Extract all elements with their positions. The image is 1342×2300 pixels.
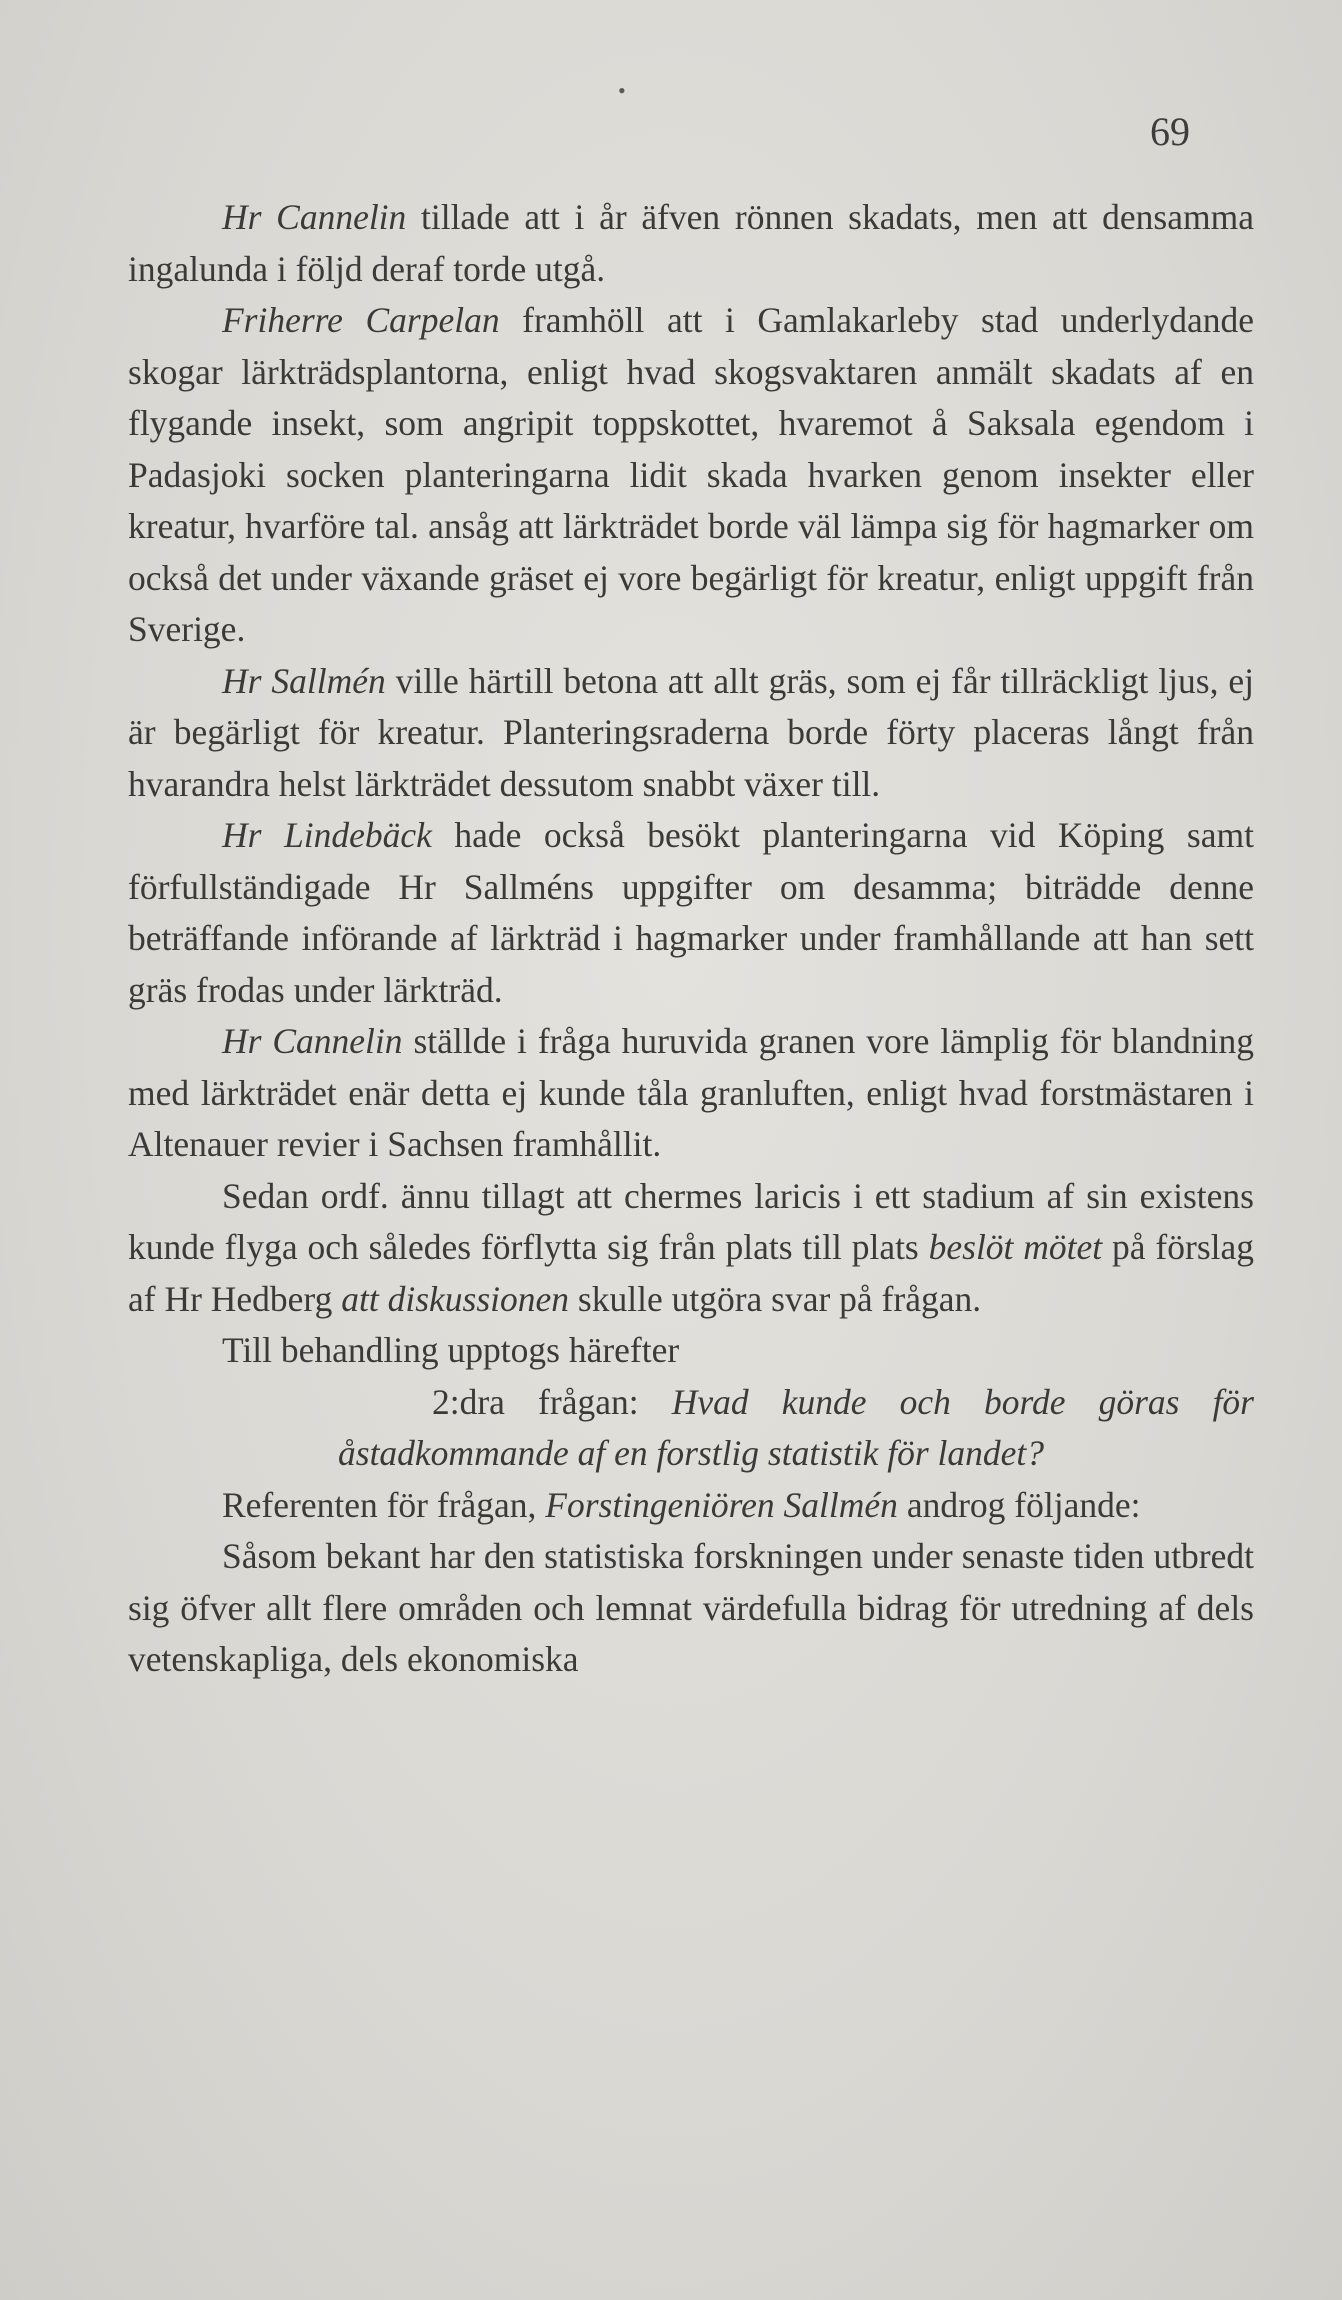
paragraph-statistics — [128, 1531, 1254, 1686]
paragraph-text: hade också besökt planteringarna vid Köping samt förfullständigade Hr Sallméns uppgifter om desamma; biträdde denne beträffande införande af lärkträd i hagmarker under framhållande att han sett gräs frodas under lärkträd. — [128, 815, 1254, 1010]
paragraph-text: Sedan ordf. ännu tillagt att chermes laricis i ett stadium af sin existens kunde flyga och således förflytta sig från plats till plats — [128, 1175, 1254, 1267]
page-number: 69 — [1150, 109, 1190, 154]
paragraph-text: androg följande: — [897, 1484, 1141, 1525]
speaker-name: Friherre Carpelan — [222, 300, 500, 340]
paragraph-text: ställde i fråga huruvida granen vore lämplig för blandning med lärkträdet enär detta ej kunde tåla granluften, enligt hvad forstmästaren i Altenauer revier i Sachsen framhållit. — [128, 1021, 1254, 1164]
question-heading — [128, 1377, 1254, 1480]
paragraph-text: tillade att i år äfven rönnen skadats, men att densamma ingalunda i följd deraf torde utgå. — [128, 197, 1254, 289]
paragraph-lindeback — [128, 810, 1254, 1016]
paragraph-next-item — [128, 1325, 1254, 1377]
paragraph-text: framhöll att i Gamlakarleby stad underlydande skogar lärkträdsplantorna, enligt hvad skogsvaktaren anmält skadats af en flygande insekt, som angripit toppskottet, hvaremot å Saksala egendom i Padasjoki socken planteringarna lidit skada hvarken genom insekter eller kreatur, hvarföre tal. ansåg att lärkträdet borde väl lämpa sig för hagmarker om också det under växande gräset ej vore begärligt för kreatur, enligt uppgift från Sverige. — [128, 300, 1254, 649]
speaker-name: Hr Cannelin — [222, 1021, 403, 1061]
speaker-name: Hr Sallmén — [222, 660, 386, 701]
paragraph-carpelan — [128, 295, 1254, 656]
paragraph-referent — [128, 1480, 1254, 1532]
paragraph-cannelin-2 — [128, 1016, 1254, 1171]
paragraph-cannelin-1 — [128, 192, 1254, 295]
emphasis-text: att diskussionen — [341, 1278, 570, 1319]
paragraph-decision — [128, 1171, 1254, 1326]
paragraph-text: ville härtill betona att allt gräs, som ej får tillräckligt ljus, ej är begärligt för kreatur. Planteringsraderna borde förty placeras långt från hvarandra helst lärkträdet dessutom snabbt växer till. — [128, 660, 1254, 804]
emphasis-text: beslöt mötet — [928, 1227, 1103, 1267]
question-label: 2:dra frågan: — [432, 1381, 672, 1422]
paragraph-text: skulle utgöra svar på frågan. — [569, 1278, 982, 1319]
ink-smudge: • — [618, 78, 626, 103]
paragraph-text: på förslag af Hr Hedberg — [128, 1227, 1254, 1319]
body-text — [128, 192, 1254, 1686]
speaker-name: Hr Cannelin — [222, 197, 407, 237]
speaker-name: Hr Lindebäck — [222, 815, 432, 855]
paragraph-text: Såsom bekant har den statistiska forskningen under senaste tiden utbredt sig öfver allt flere områden och lemnat värdefulla bidrag för utredning af dels vetenskapliga, dels ekonomiska — [128, 1536, 1254, 1679]
paragraph-text: Referenten för frågan, — [222, 1484, 546, 1525]
speaker-name: Forstingeniören Sallmén — [545, 1484, 898, 1525]
question-title: Hvad kunde och borde göras för åstadkommande af en forstlig statistik för landet? — [338, 1381, 1254, 1473]
paragraph-text: Till behandling upptogs härefter — [222, 1330, 680, 1370]
paragraph-sallmen — [128, 656, 1254, 811]
